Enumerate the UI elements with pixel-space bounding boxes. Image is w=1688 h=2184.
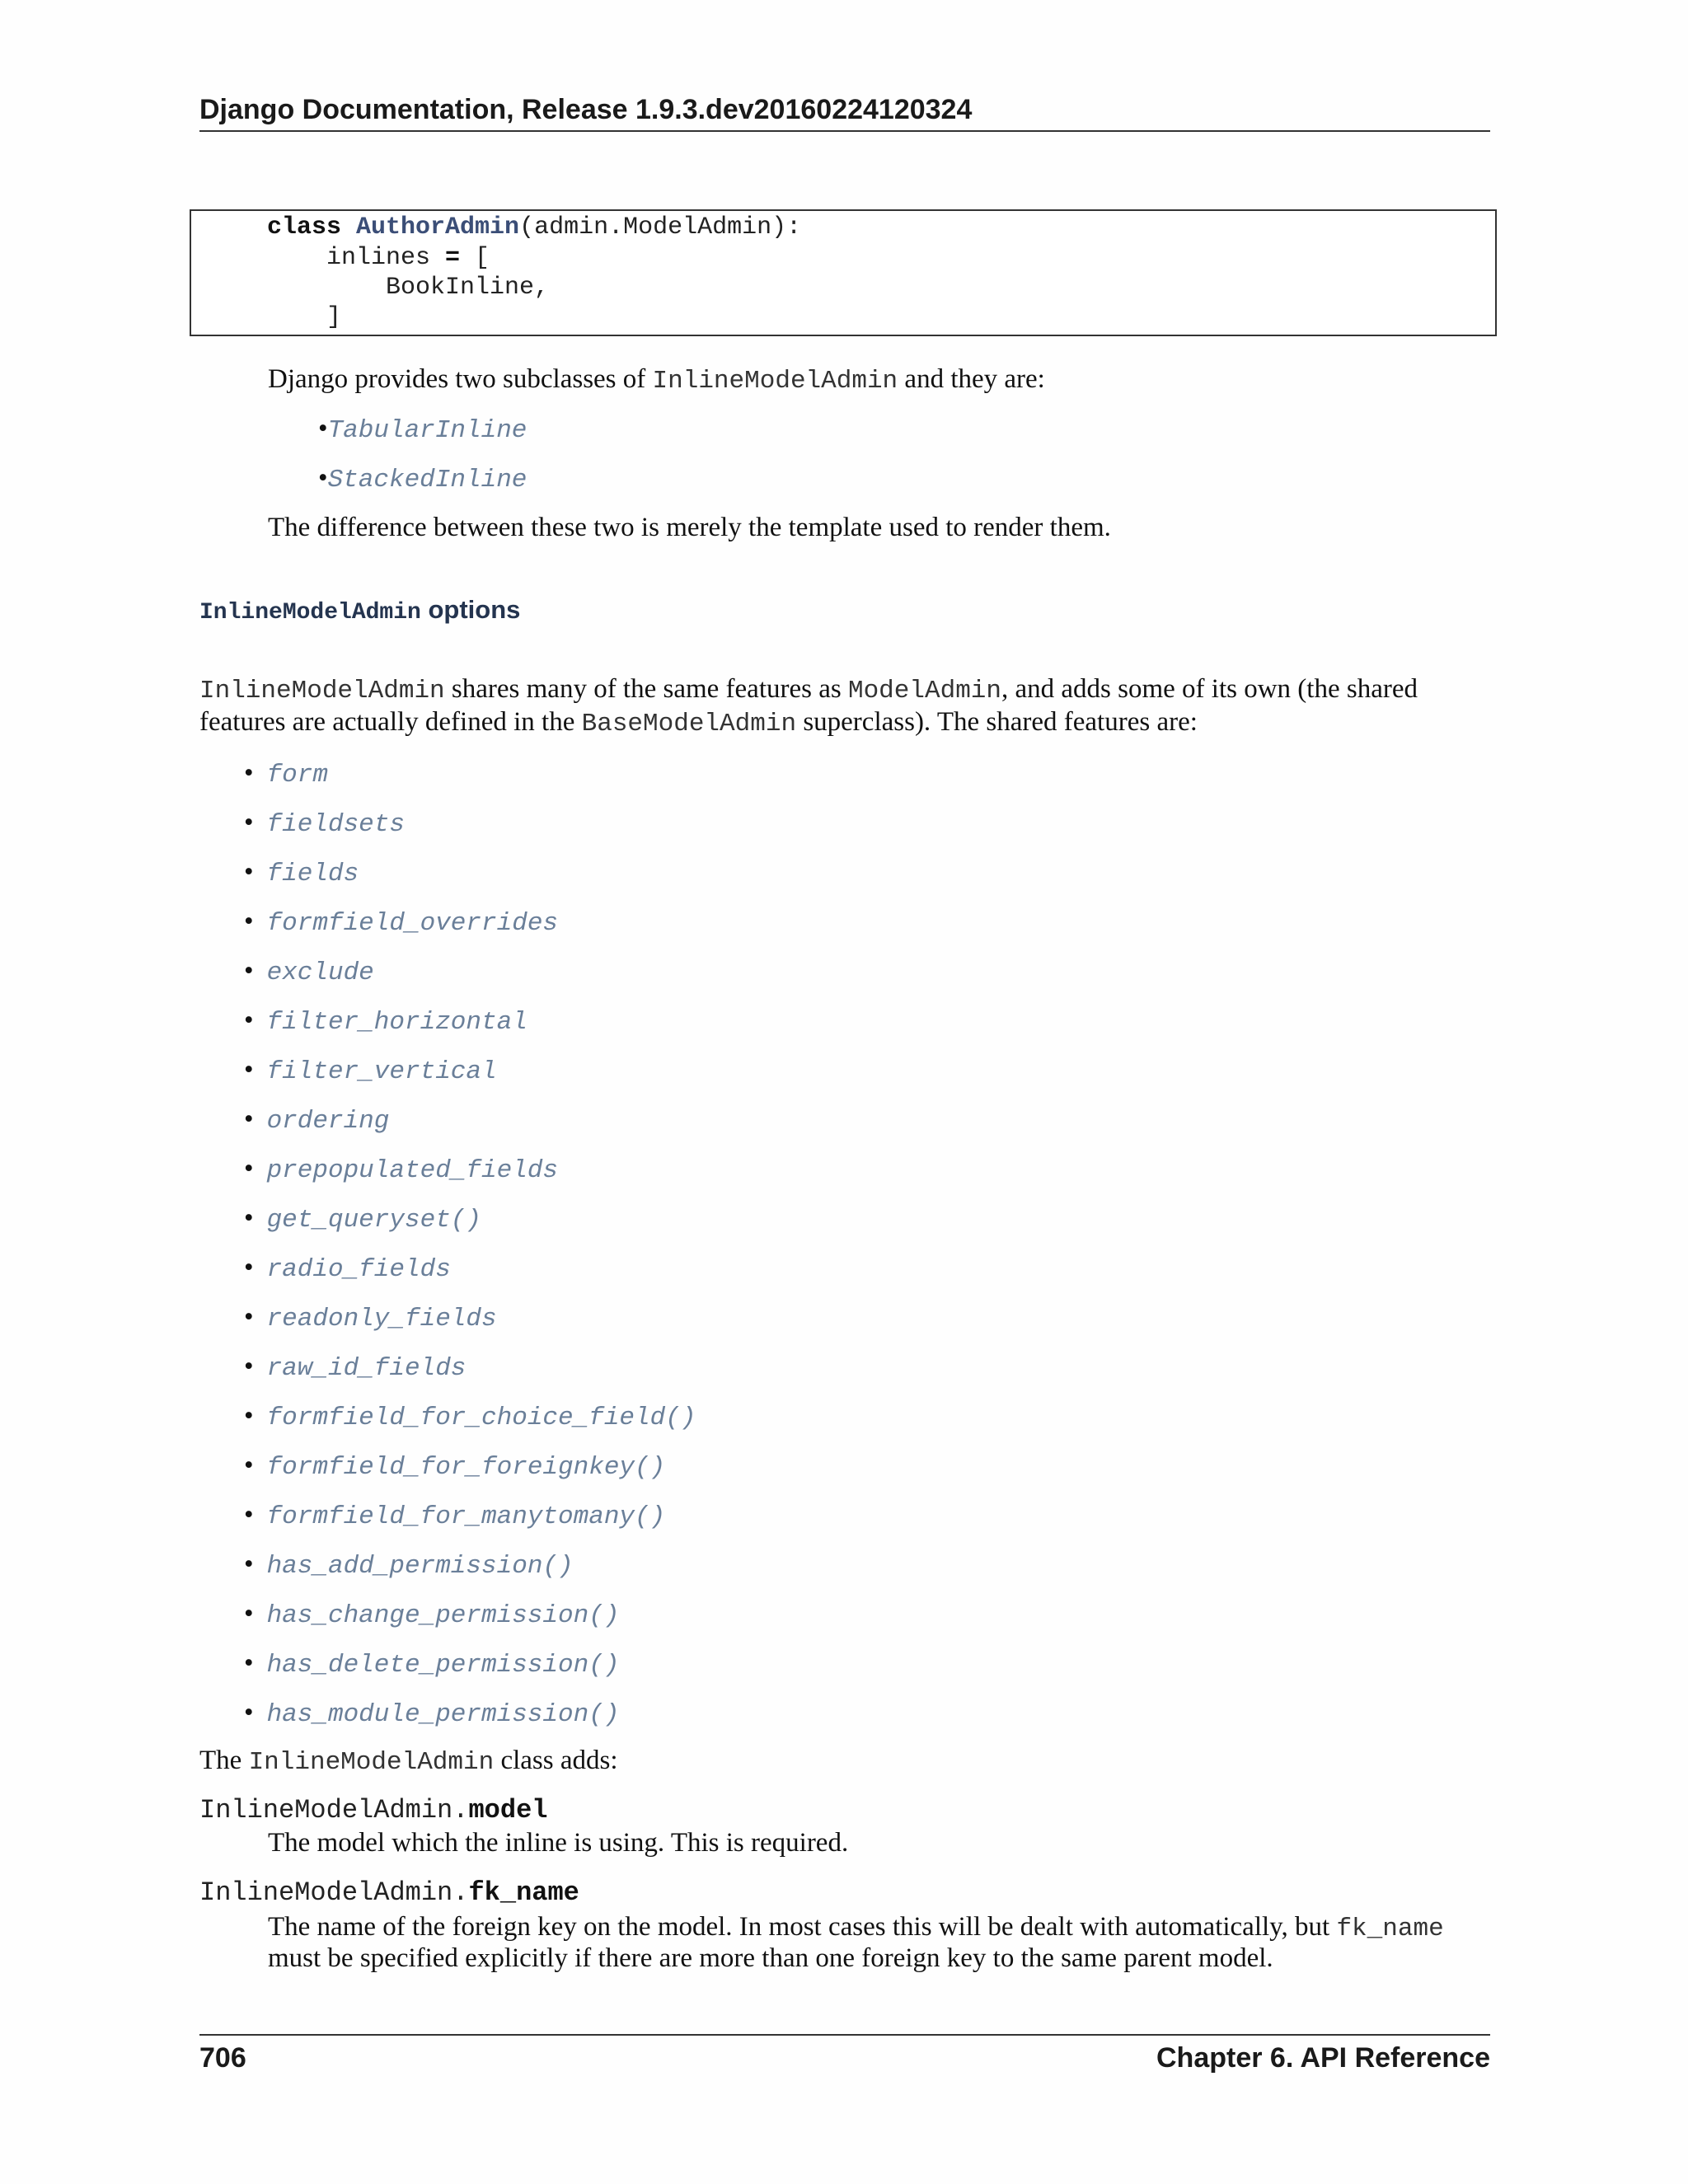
feature-link[interactable]: has_add_permission() [266,1552,574,1581]
feature-item [244,1696,619,1732]
bullet-icon: • [244,956,254,986]
code-base-class: (admin.ModelAdmin): [519,213,802,241]
feature-link[interactable]: has_change_permission() [266,1601,620,1630]
bullet-icon: • [244,1302,254,1332]
feature-item [244,1498,665,1534]
feature-item [244,1647,619,1682]
section-heading [199,595,520,626]
chapter-title: Chapter 6. API Reference [1156,2042,1490,2074]
bullet-icon: • [244,907,254,936]
bullet-icon: • [244,758,254,788]
attribute-signature-fk-name [199,1877,579,1908]
shared-code-2: ModelAdmin [847,677,1001,705]
feature-item [244,954,374,990]
subclass-link-tabular[interactable]: TabularInline [327,416,528,445]
subclass-item [318,412,527,448]
header-rule [199,130,1490,132]
feature-item [244,1103,389,1138]
code-line-2 [326,244,490,272]
feature-item [244,1597,619,1633]
code-line-4: ] [326,303,342,331]
fk-desc-code: fk_name [1336,1915,1444,1943]
subclass-item [318,462,527,497]
shared-paragraph-line-1 [199,673,1418,708]
bullet-icon: • [244,1599,254,1629]
feature-link[interactable]: prepopulated_fields [266,1156,559,1185]
adds-code: InlineModelAdmin [248,1748,495,1777]
feature-item [244,806,405,841]
feature-link[interactable]: ordering [266,1107,390,1136]
shared-paragraph-line-2 [199,705,1198,741]
subclass-link-stacked[interactable]: StackedInline [327,466,528,494]
code-class-name: AuthorAdmin [356,213,520,241]
code-bracket-open: [ [460,244,490,272]
feature-item [244,1152,558,1188]
section-heading-text: options [420,595,521,624]
feature-item [244,1548,574,1583]
intro-text-1: Django provides two subclasses of [268,364,653,394]
bullet-icon: • [244,1698,254,1727]
shared-text-3: features are actually defined in the [199,707,582,737]
footer-rule [199,2034,1490,2036]
bullet-icon: • [318,463,328,493]
feature-link[interactable]: readonly_fields [266,1305,497,1333]
adds-paragraph [199,1744,618,1779]
feature-link[interactable]: exclude [266,958,374,987]
bullet-icon: • [244,808,254,837]
feature-item [244,1004,528,1039]
feature-link[interactable]: form [266,761,328,790]
code-line-3: BookInline, [386,274,550,302]
attribute-description-fk-name-line-2: must be specified explicitly if there are more than one foreign key to the same parent model. [268,1943,1273,1973]
bullet-icon: • [244,1648,254,1678]
bullet-icon: • [244,1500,254,1530]
bullet-icon: • [244,1352,254,1381]
bullet-icon: • [244,1203,254,1233]
code-operator: = [445,244,461,272]
feature-link[interactable]: formfield_for_foreignkey() [266,1453,666,1482]
feature-link[interactable]: filter_horizontal [266,1008,528,1037]
attribute-description-model: The model which the inline is using. This is required. [268,1828,849,1858]
bullet-icon: • [244,1253,254,1282]
feature-item [244,1251,451,1286]
bullet-icon: • [244,1549,254,1579]
feature-link[interactable]: filter_vertical [266,1057,497,1086]
fk-desc-text-1: The name of the foreign key on the model. In most cases this will be dealt with automatically, but [268,1912,1337,1942]
difference-paragraph: The difference between these two is merely the template used to render them. [268,513,1111,542]
feature-link[interactable]: fields [266,860,359,888]
attribute-class: InlineModelAdmin. [199,1795,469,1825]
code-line-1 [267,213,801,241]
shared-code-3: BaseModelAdmin [581,710,797,738]
feature-item [244,1449,665,1484]
page-number: 706 [199,2042,246,2074]
bullet-icon: • [244,1005,254,1035]
feature-link[interactable]: formfield_for_choice_field() [266,1404,696,1432]
bullet-icon: • [318,414,328,443]
shared-text-4: superclass). The shared features are: [796,707,1198,737]
feature-link[interactable]: has_module_permission() [266,1700,620,1729]
shared-text-1: shares many of the same features as [444,674,848,704]
feature-item [244,1053,497,1089]
feature-link[interactable]: formfield_overrides [266,909,559,938]
feature-item [244,1399,696,1435]
attribute-name: model [468,1795,548,1825]
adds-text-1: The [199,1746,249,1775]
code-inlines: inlines [326,244,446,272]
code-keyword: class [267,213,342,241]
attribute-class: InlineModelAdmin. [199,1877,469,1908]
feature-item [244,1202,481,1237]
feature-link[interactable]: has_delete_permission() [266,1651,620,1680]
feature-link[interactable]: radio_fields [266,1255,451,1284]
feature-item [244,855,359,891]
section-heading-code: InlineModelAdmin [199,600,421,626]
bullet-icon: • [244,1055,254,1085]
feature-link[interactable]: fieldsets [266,810,405,839]
feature-link[interactable]: get_queryset() [266,1206,482,1235]
bullet-icon: • [244,1154,254,1183]
adds-text-2: class adds: [494,1746,618,1775]
bullet-icon: • [244,857,254,887]
feature-item [244,1301,497,1336]
shared-text-2: , and adds some of its own (the shared [1001,674,1418,704]
bullet-icon: • [244,1451,254,1480]
intro-code: InlineModelAdmin [652,367,898,396]
feature-item [244,757,328,792]
intro-paragraph [268,363,1045,398]
bullet-icon: • [244,1104,254,1134]
feature-item [244,905,558,940]
feature-item [244,1350,466,1385]
intro-text-2: and they are: [898,364,1045,394]
running-header: Django Documentation, Release 1.9.3.dev20160224120324 [199,94,973,125]
shared-code-1: InlineModelAdmin [199,677,445,705]
attribute-description-fk-name-line-1 [268,1910,1444,1946]
bullet-icon: • [244,1401,254,1431]
feature-link[interactable]: raw_id_fields [266,1354,467,1383]
feature-link[interactable]: formfield_for_manytomany() [266,1502,666,1531]
code-block [190,209,1497,336]
attribute-name: fk_name [468,1877,579,1908]
attribute-signature-model [199,1795,547,1825]
